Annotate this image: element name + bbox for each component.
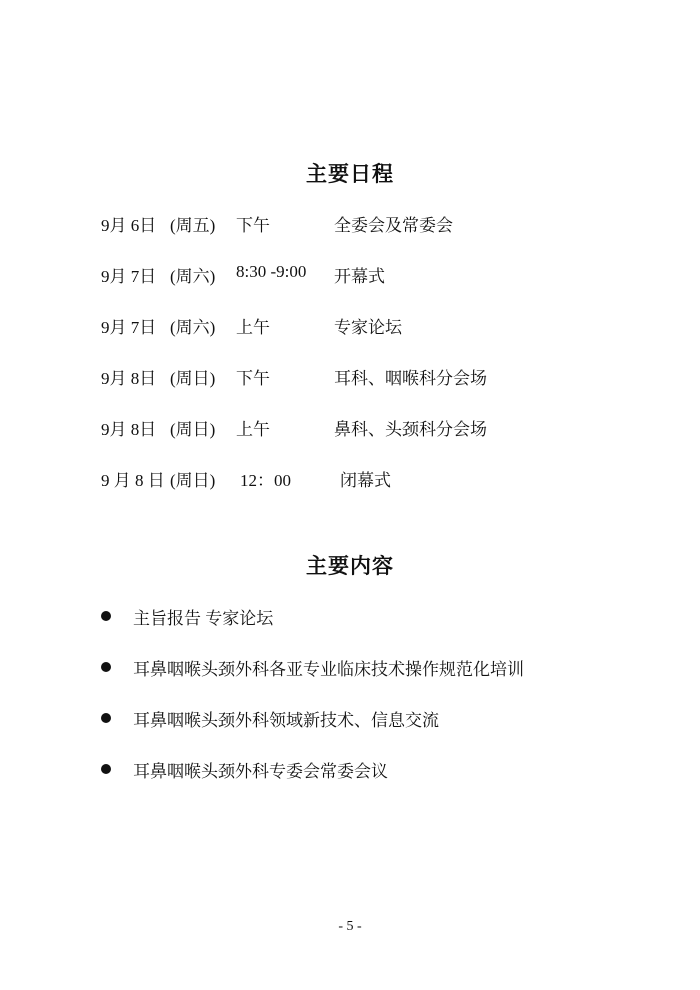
bullet-icon: [101, 611, 111, 621]
schedule-event: 闭幕式: [340, 471, 391, 490]
schedule-time: 12：00: [240, 471, 291, 490]
content-list-item: [0, 655, 700, 681]
bullet-icon: [101, 713, 111, 723]
schedule-event: 专家论坛: [334, 318, 402, 337]
content-item-text: 耳鼻咽喉头颈外科各亚专业临床技术操作规范化培训: [133, 660, 524, 679]
schedule-weekday: (周五): [170, 216, 216, 235]
schedule-date: 9月 8日: [101, 369, 157, 388]
schedule-row: [0, 364, 700, 390]
content-list-item: [0, 706, 700, 732]
bullet-icon: [101, 764, 111, 774]
schedule-event: 耳科、咽喉科分会场: [334, 369, 487, 388]
schedule-row: [0, 262, 700, 288]
schedule-row: [0, 313, 700, 339]
schedule-time: 上午: [236, 420, 270, 439]
schedule-weekday: (周六): [170, 318, 216, 337]
schedule-row: [0, 211, 700, 237]
schedule-time: 上午: [236, 318, 270, 337]
schedule-weekday: (周日): [170, 369, 216, 388]
schedule-event: 开幕式: [334, 267, 385, 286]
bullet-icon: [101, 662, 111, 672]
schedule-time: 8:30 -9:00: [236, 262, 307, 281]
content-heading: 主要内容: [306, 554, 394, 578]
content-item-text: 耳鼻咽喉头颈外科专委会常委会议: [133, 762, 388, 781]
schedule-weekday: (周日): [170, 420, 216, 439]
schedule-time: 下午: [236, 216, 270, 235]
content-list-item: [0, 604, 700, 630]
schedule-weekday: (周日): [170, 471, 216, 490]
schedule-time: 下午: [236, 369, 270, 388]
schedule-row: [0, 466, 700, 492]
schedule-event: 鼻科、头颈科分会场: [334, 420, 487, 439]
schedule-date: 9月 6日: [101, 216, 157, 235]
content-item-text: 主旨报告 专家论坛: [133, 609, 274, 628]
schedule-heading: 主要日程: [306, 162, 394, 186]
content-item-text: 耳鼻咽喉头颈外科领域新技术、信息交流: [133, 711, 439, 730]
content-list-item: [0, 757, 700, 783]
schedule-date: 9 月 8 日: [101, 471, 165, 490]
schedule-date: 9月 8日: [101, 420, 157, 439]
schedule-weekday: (周六): [170, 267, 216, 286]
schedule-date: 9月 7日: [101, 318, 157, 337]
schedule-date: 9月 7日: [101, 267, 157, 286]
schedule-event: 全委会及常委会: [334, 216, 453, 235]
page-number: - 5 -: [338, 919, 362, 934]
schedule-row: [0, 415, 700, 441]
